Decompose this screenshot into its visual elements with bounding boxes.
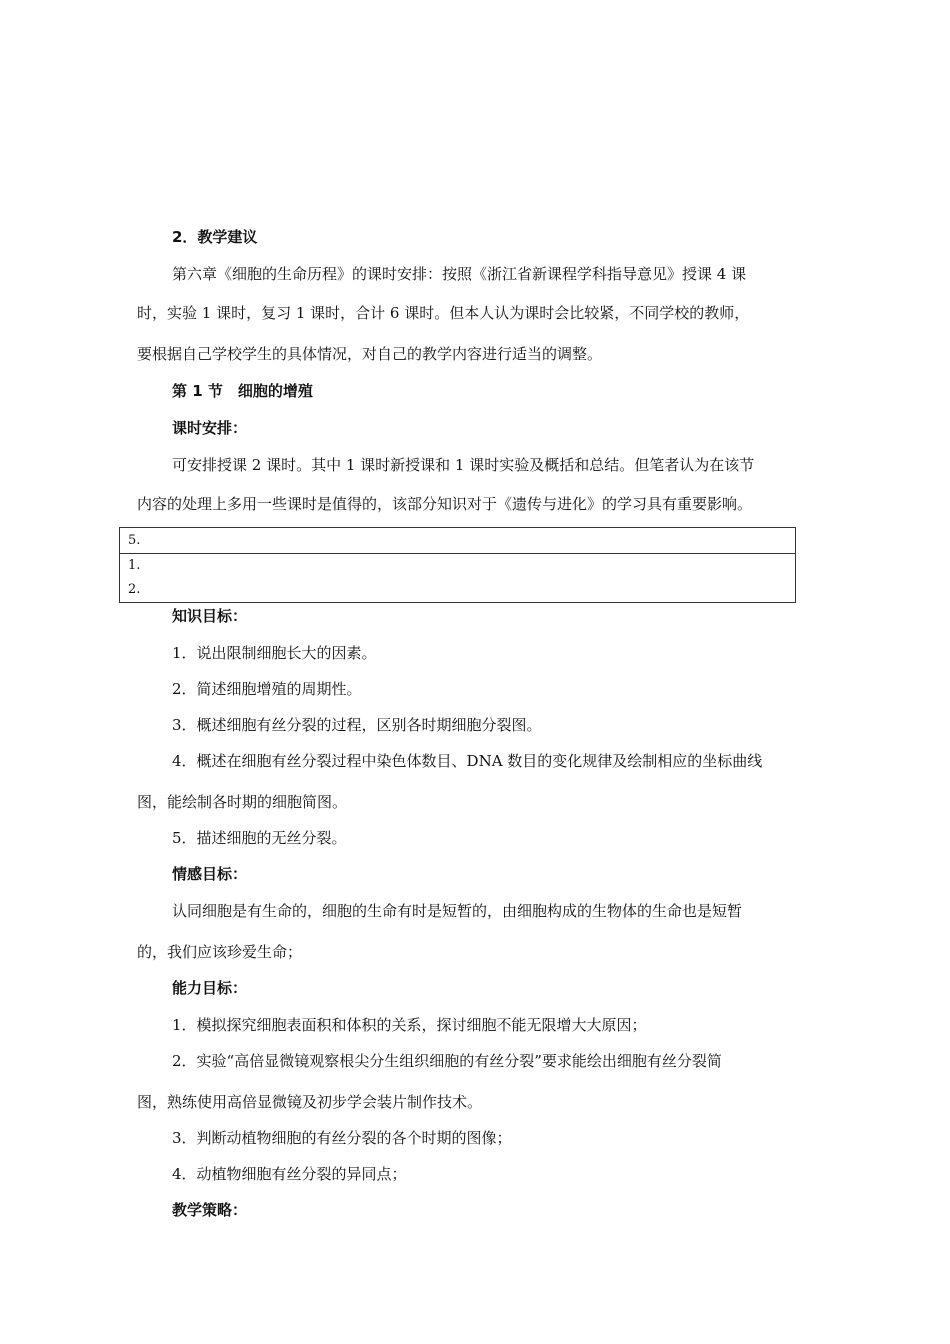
ability-item: 2．实验“高倍显微镜观察根尖分生组织细胞的有丝分裂”要求能绘出细胞有丝分裂简: [172, 1052, 722, 1070]
knowledge-item-cont: 图，能绘制各时期的细胞简图。: [137, 793, 348, 811]
emotion-line: 认同细胞是有生命的，细胞的生命有时是短暂的，由细胞构成的生物体的生命也是短暂: [172, 902, 743, 920]
ability-item-cont: 图，熟练使用高倍显微镜及初步学会装片制作技术。: [137, 1093, 483, 1111]
knowledge-item: 4．概述在细胞有丝分裂过程中染色体数目、DNA 数目的变化规律及绘制相应的坐标曲线: [172, 752, 763, 770]
knowledge-item: 5．描述细胞的无丝分裂。: [172, 829, 347, 847]
paragraph-line: 要根据自己学校学生的具体情况，对自己的教学内容进行适当的调整。: [137, 345, 603, 363]
knowledge-item: 1．说出限制细胞长大的因素。: [172, 644, 377, 662]
section-heading: 2．教学建议: [172, 228, 258, 246]
paragraph-line: 时，实验 1 课时，复习 1 课时，合计 6 课时。但本人认为课时会比较紧，不同学校的教师，: [137, 304, 750, 322]
outline-table: [119, 527, 796, 603]
knowledge-item: 3．概述细胞有丝分裂的过程，区别各时期细胞分裂图。: [172, 716, 542, 734]
ability-item: 4．动植物细胞有丝分裂的异同点；: [172, 1165, 407, 1183]
emotion-heading: 情感目标：: [172, 865, 248, 883]
table-row-number: 2.: [128, 582, 141, 597]
ability-item: 1．模拟探究细胞表面积和体积的关系，探讨细胞不能无限增大大原因；: [172, 1016, 647, 1034]
ability-heading: 能力目标：: [172, 979, 248, 997]
lesson-title: 第 1 节 细胞的增殖: [172, 382, 313, 400]
knowledge-heading: 知识目标：: [172, 607, 248, 625]
table-row-number: 1.: [128, 558, 141, 573]
paragraph-line: 第六章《细胞的生命历程》的课时安排：按照《浙江省新课程学科指导意见》授课 4 课: [172, 265, 747, 283]
schedule-line: 可安排授课 2 课时。其中 1 课时新授课和 1 课时实验及概括和总结。但笔者认为在该节: [172, 456, 755, 474]
ability-item: 3．判断动植物细胞的有丝分裂的各个时期的图像；: [172, 1129, 512, 1147]
knowledge-item: 2．简述细胞增殖的周期性。: [172, 680, 362, 698]
emotion-line: 的，我们应该珍爱生命；: [137, 943, 303, 961]
table-divider: [120, 553, 795, 554]
schedule-line: 内容的处理上多用一些课时是值得的，该部分知识对于《遗传与进化》的学习具有重要影响。: [137, 495, 753, 513]
strategy-heading: 教学策略：: [172, 1201, 248, 1219]
table-row-number: 5.: [128, 533, 141, 548]
schedule-heading: 课时安排：: [172, 419, 248, 437]
